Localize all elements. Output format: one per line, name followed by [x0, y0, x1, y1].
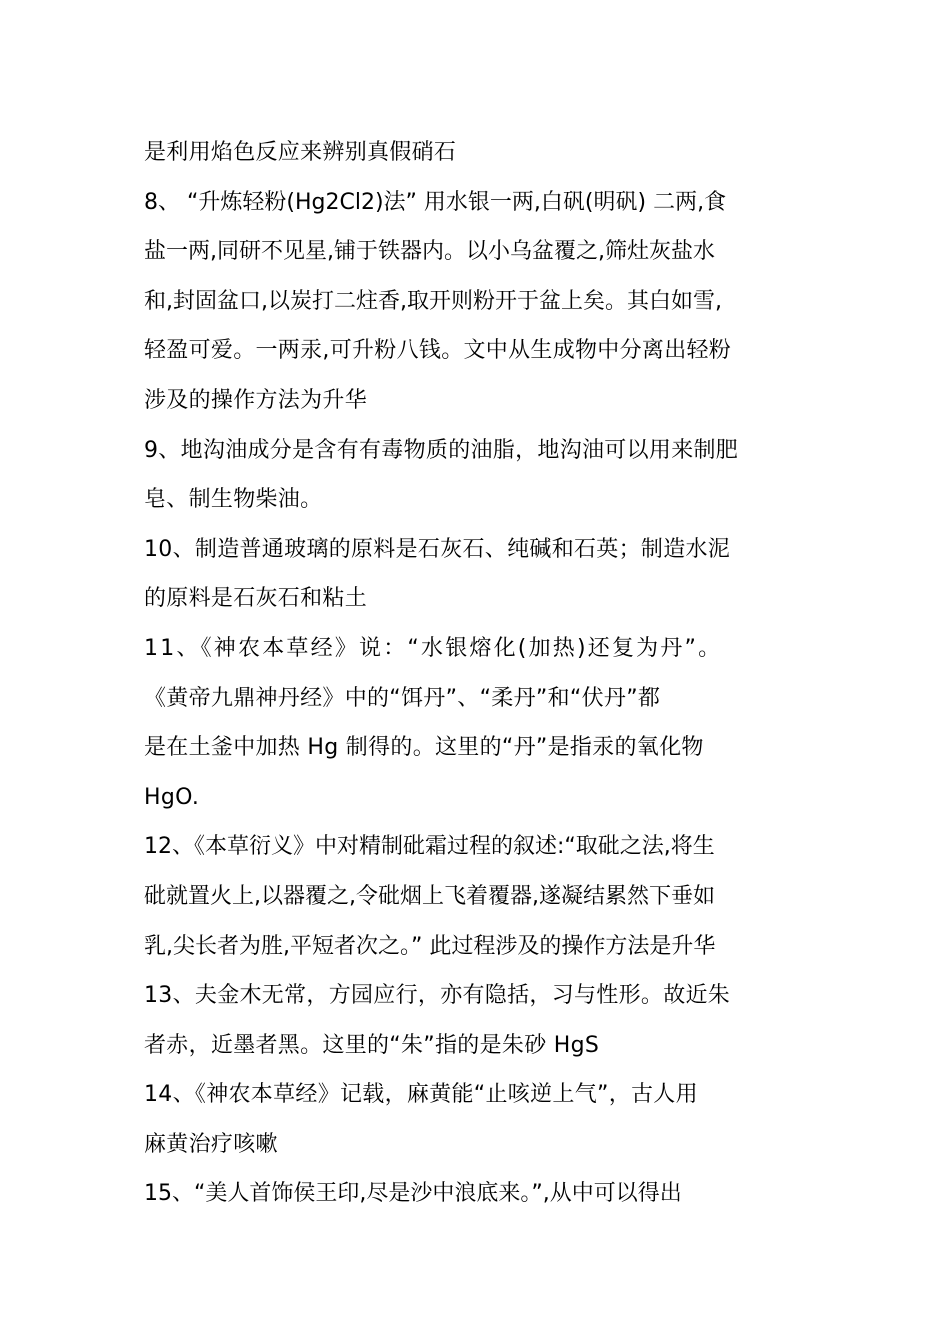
- text-line: 涉及的操作方法为升华: [144, 387, 368, 413]
- text-line: 是利用焰色反应来辨别真假硝石: [144, 140, 457, 165]
- text-line: 乳,尖长者为胜,平短者次之。” 此过程涉及的操作方法是升华: [144, 933, 716, 959]
- text-line: 15、“美人首饰侯王印,尽是沙中浪底来。”,从中可以得出: [144, 1181, 682, 1207]
- text-line: 者赤，近墨者黑。这里的“朱”指的是朱砂 HgS: [144, 1032, 600, 1058]
- text-line: 的原料是石灰石和粘土: [144, 586, 368, 612]
- text-line: 12、《本草衍义》中对精制砒霜过程的叙述:“取砒之法,将生: [144, 834, 715, 860]
- text-line: 8、 “升炼轻粉(Hg2Cl2)法” 用水银一两,白矾(明矾) 二两,食: [144, 189, 727, 215]
- text-line: 《黄帝九鼎神丹经》中的“饵丹”、“柔丹”和“伏丹”都: [144, 685, 661, 711]
- text-line: HgO.: [144, 784, 200, 810]
- document-body: [144, 128, 812, 1219]
- text-line: 9、地沟油成分是含有有毒物质的油脂，地沟油可以用来制肥: [144, 437, 739, 463]
- text-line: 11、《神农本草经》说：“水银熔化(加热)还复为丹”。: [144, 635, 723, 661]
- text-line: 砒就置火上,以器覆之,令砒烟上飞着覆器,遂凝结累然下垂如: [144, 883, 715, 909]
- text-line: 14、《神农本草经》记载，麻黄能“止咳逆上气”，古人用: [144, 1082, 698, 1108]
- text-line: 13、夫金木无常，方园应行，亦有隐括，习与性形。故近朱: [144, 983, 731, 1009]
- text-line: 盐一两,同研不见星,铺于铁器内。以小乌盆覆之,筛灶灰盐水: [144, 239, 715, 265]
- text-line: 麻黄治疗咳嗽: [144, 1131, 278, 1157]
- text-line: 和,封固盆口,以炭打二炷香,取开则粉开于盆上矣。其白如雪,: [144, 288, 722, 314]
- text-line: 10、制造普通玻璃的原料是石灰石、纯碱和石英；制造水泥: [144, 536, 731, 562]
- text-line: 皂、制生物柴油。: [144, 487, 323, 513]
- text-line: 轻盈可爱。一两汞,可升粉八钱。文中从生成物中分离出轻粉: [144, 338, 732, 364]
- text-line: 是在土釜中加热 Hg 制得的。这里的“丹”是指汞的氧化物: [144, 735, 704, 761]
